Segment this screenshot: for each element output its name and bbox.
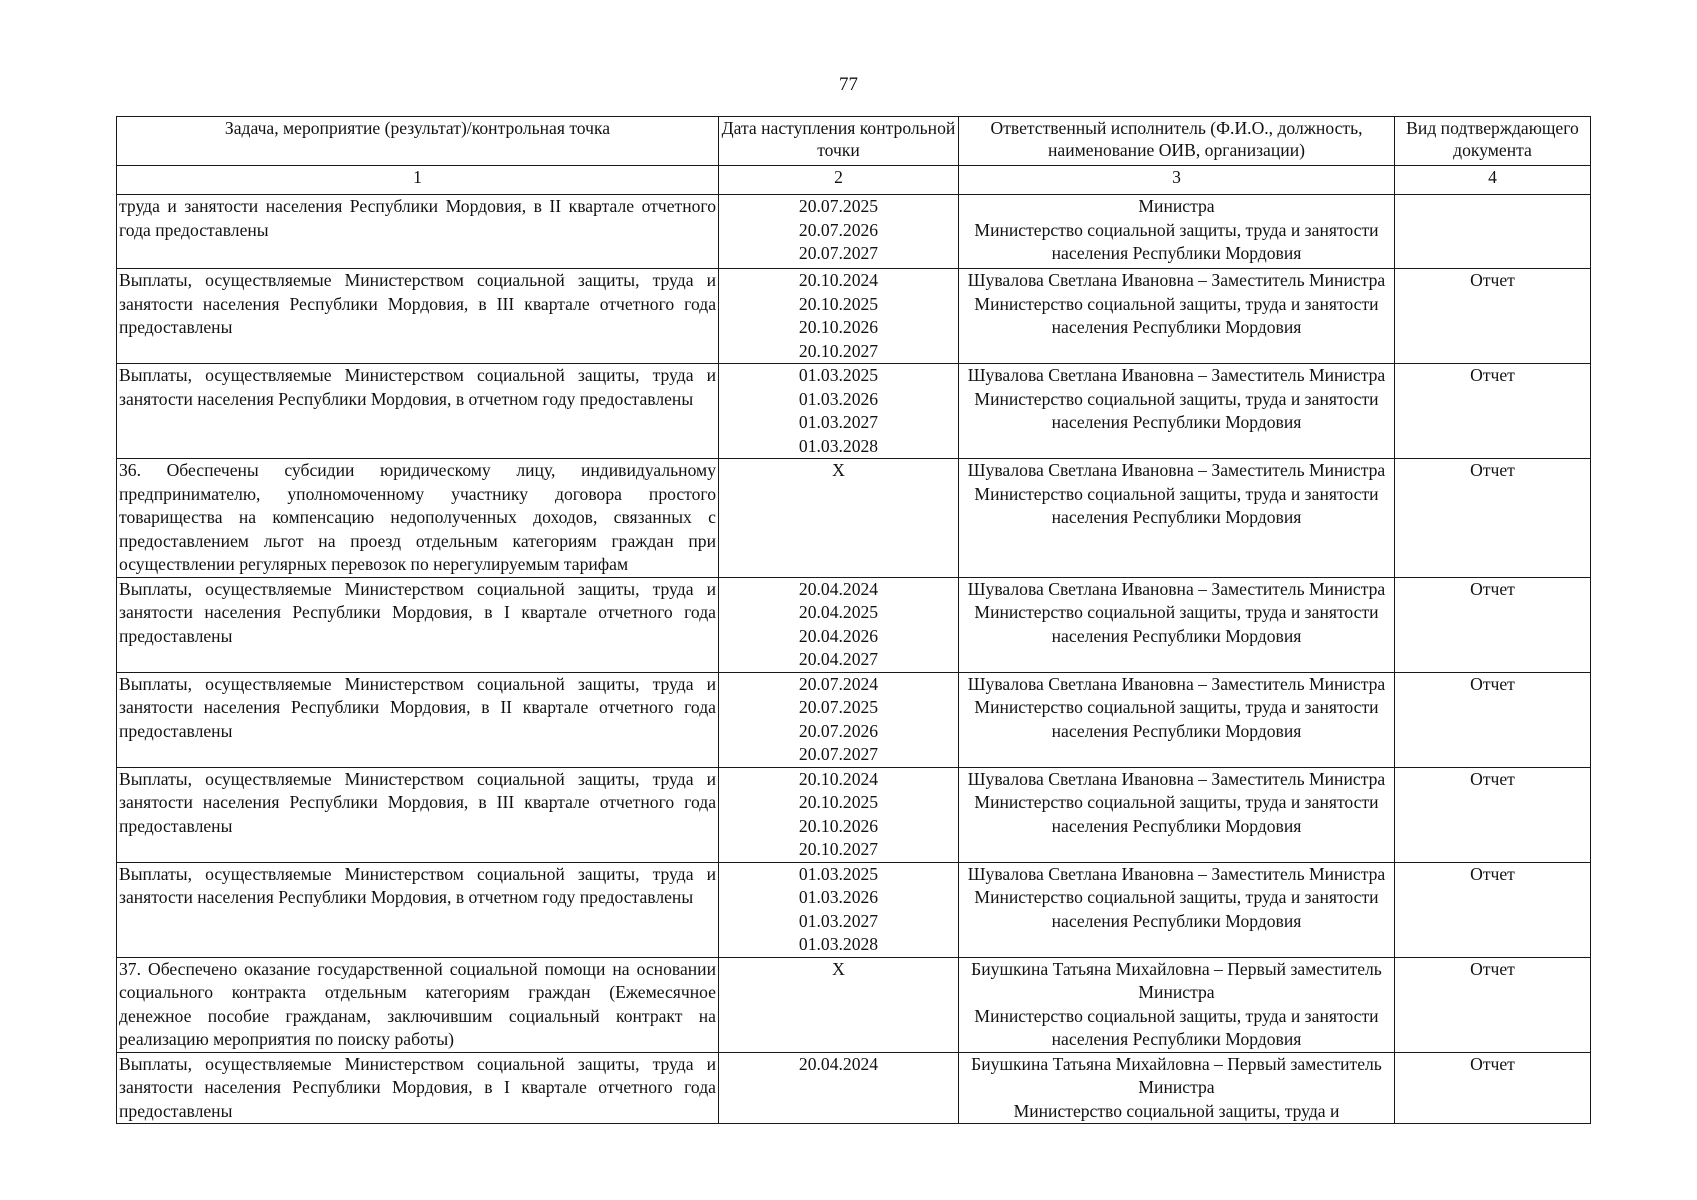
document-type-cell: Отчет (1395, 364, 1591, 459)
control-date: 01.03.2027 (798, 910, 879, 931)
date-cell (719, 672, 959, 767)
task-cell: Выплаты, осуществляемые Министерством социальной защиты, труда и занятости населения Республики Мордовия, в отчетном году предоставлены (117, 862, 719, 957)
control-points-table (116, 116, 1591, 1124)
executor-person: Шувалова Светлана Ивановна – Заместитель Министра (967, 863, 1386, 884)
control-date: 20.07.2025 (798, 697, 879, 717)
control-date: 20.07.2027 (798, 243, 879, 263)
document-type-cell: Отчет (1395, 269, 1591, 364)
date-cell (719, 862, 959, 957)
header-row (117, 117, 1591, 166)
executor-organization: Министерство социальной защиты, труда и занятости населения Республики Мордовия (974, 483, 1379, 527)
control-date: 01.03.2027 (798, 412, 879, 432)
table-row (117, 672, 1591, 767)
executor-person: Министра (1138, 196, 1215, 216)
control-date: 01.03.2026 (798, 887, 879, 907)
control-date: 20.10.2026 (798, 815, 879, 836)
executor-organization: Министерство социальной защиты, труда и занятости населения Республики Мордовия (974, 792, 1379, 836)
control-date: 20.07.2026 (798, 219, 879, 240)
executor-organization: Министерство социальной защиты, труда и занятости населения Республики Мордовия (974, 602, 1379, 646)
executor-cell (959, 767, 1395, 862)
table-row (117, 269, 1591, 364)
column-number: 3 (959, 166, 1395, 195)
control-date: 01.03.2028 (798, 435, 879, 456)
task-cell: Выплаты, осуществляемые Министерством социальной защиты, труда и занятости населения Республики Мордовия, в III квартале отчетного года предоставлены (117, 269, 719, 364)
executor-cell (959, 672, 1395, 767)
date-cell (719, 269, 959, 364)
date-cell (719, 577, 959, 672)
task-cell: Выплаты, осуществляемые Министерством социальной защиты, труда и занятости населения Республики Мордовия, в I квартале отчетного года предоставлены (117, 577, 719, 672)
table-row (117, 957, 1591, 1052)
table-row (117, 195, 1591, 269)
date-cell (719, 459, 959, 578)
task-cell: 37. Обеспечено оказание государственной социальной помощи на основании социального контракта отдельным категориям граждан (Ежемесячное денежное пособие гражданам, заключившим социальный контракт на реализацию мероприятия по поиску работы) (117, 957, 719, 1052)
control-date: 20.04.2025 (798, 602, 879, 622)
table-body (117, 195, 1591, 1124)
executor-organization: Министерство социальной защиты, труда и занятости населения Республики Мордовия (974, 388, 1379, 432)
control-date: 01.03.2028 (798, 934, 879, 954)
header-task: Задача, мероприятие (результат)/контрольная точка (117, 117, 719, 166)
document-type-cell: Отчет (1395, 459, 1591, 578)
document-type-cell: Отчет (1395, 957, 1591, 1052)
document-type-cell: Отчет (1395, 767, 1591, 862)
control-date: 20.10.2026 (798, 317, 879, 337)
date-cell (719, 1052, 959, 1124)
executor-person: Шувалова Светлана Ивановна – Заместитель Министра (967, 365, 1386, 385)
control-date: 20.10.2027 (798, 839, 879, 859)
executor-organization: Министерство социальной защиты, труда и занятости населения Республики Мордовия (974, 1005, 1379, 1049)
control-date: 20.10.2024 (798, 270, 879, 290)
control-date: 20.10.2024 (798, 768, 879, 789)
executor-person: Шувалова Светлана Ивановна – Заместитель Министра (967, 578, 1386, 599)
task-cell: Выплаты, осуществляемые Министерством социальной защиты, труда и занятости населения Республики Мордовия, в III квартале отчетного года предоставлены (117, 767, 719, 862)
control-date: 20.07.2024 (798, 673, 879, 694)
control-date: 01.03.2025 (798, 863, 879, 884)
executor-person: Шувалова Светлана Ивановна – Заместитель Министра (967, 673, 1386, 694)
column-number: 2 (719, 166, 959, 195)
date-cell (719, 364, 959, 459)
document-type-cell (1395, 195, 1591, 269)
header-executor: Ответственный исполнитель (Ф.И.О., должность, наименование ОИВ, организации) (959, 117, 1395, 166)
executor-organization: Министерство социальной защиты, труда и занятости населения Республики Мордовия (974, 697, 1379, 741)
executor-person: Шувалова Светлана Ивановна – Заместитель Министра (967, 270, 1386, 290)
executor-person: Шувалова Светлана Ивановна – Заместитель Министра (967, 460, 1386, 480)
executor-cell (959, 269, 1395, 364)
executor-person: Шувалова Светлана Ивановна – Заместитель Министра (967, 768, 1386, 789)
control-date: X (832, 958, 845, 979)
column-number: 4 (1395, 166, 1591, 195)
executor-person: Биушкина Татьяна Михайловна – Первый заместитель Министра (971, 958, 1382, 1002)
task-cell: 36. Обеспечены субсидии юридическому лицу, индивидуальному предпринимателю, уполномоченному участнику договора простого товарищества на компенсацию недополученных доходов, связанных с предоставлением льгот на проезд отдельным категориям граждан при осуществлении регулярных перевозок по нерегулируемым тарифам (117, 459, 719, 578)
control-date: 20.10.2025 (798, 792, 879, 812)
page-number: 77 (839, 74, 858, 95)
executor-cell (959, 577, 1395, 672)
table-row (117, 862, 1591, 957)
header-document: Вид подтверждающего документа (1395, 117, 1591, 166)
table-row (117, 364, 1591, 459)
date-cell (719, 957, 959, 1052)
document-type-cell: Отчет (1395, 862, 1591, 957)
control-date: 20.07.2027 (798, 744, 879, 764)
executor-cell (959, 957, 1395, 1052)
table-row (117, 577, 1591, 672)
task-cell: Выплаты, осуществляемые Министерством социальной защиты, труда и занятости населения Республики Мордовия, в II квартале отчетного года предоставлены (117, 672, 719, 767)
executor-organization: Министерство социальной защиты, труда и занятости населения Республики Мордовия (974, 293, 1379, 337)
date-cell (719, 195, 959, 269)
control-date: 20.04.2024 (798, 578, 879, 599)
executor-cell (959, 1052, 1395, 1124)
task-cell: труда и занятости населения Республики Мордовия, в II квартале отчетного года предоставлены (117, 195, 719, 269)
document-type-cell: Отчет (1395, 672, 1591, 767)
control-date: 01.03.2025 (798, 365, 879, 385)
task-cell: Выплаты, осуществляемые Министерством социальной защиты, труда и занятости населения Республики Мордовия, в I квартале отчетного года предоставлены (117, 1052, 719, 1124)
executor-cell (959, 364, 1395, 459)
executor-organization: Министерство социальной защиты, труда и занятости населения Республики Мордовия (974, 887, 1379, 931)
document-type-cell: Отчет (1395, 577, 1591, 672)
control-date: 01.03.2026 (798, 388, 879, 409)
executor-cell (959, 459, 1395, 578)
control-date: 20.10.2025 (798, 293, 879, 314)
executor-cell (959, 862, 1395, 957)
control-date: 20.07.2026 (798, 720, 879, 741)
control-date: 20.07.2025 (798, 196, 879, 216)
control-date: 20.04.2026 (798, 625, 879, 646)
executor-cell (959, 195, 1395, 269)
control-date: 20.10.2027 (798, 340, 879, 361)
task-cell: Выплаты, осуществляемые Министерством социальной защиты, труда и занятости населения Республики Мордовия, в отчетном году предоставлены (117, 364, 719, 459)
column-number: 1 (117, 166, 719, 195)
control-date: 20.04.2027 (798, 649, 879, 669)
table-row (117, 1052, 1591, 1124)
control-date: X (832, 460, 845, 480)
table-row (117, 767, 1591, 862)
date-cell (719, 767, 959, 862)
document-type-cell: Отчет (1395, 1052, 1591, 1124)
table-row (117, 459, 1591, 578)
executor-organization: Министерство социальной защиты, труда и занятости населения Республики Мордовия (974, 219, 1379, 263)
header-date: Дата наступления контрольной точки (719, 117, 959, 166)
executor-person: Биушкина Татьяна Михайловна – Первый заместитель Министра (971, 1053, 1382, 1097)
executor-organization: Министерство социальной защиты, труда и (1013, 1100, 1340, 1121)
column-number-row (117, 166, 1591, 195)
control-date: 20.04.2024 (798, 1053, 879, 1074)
